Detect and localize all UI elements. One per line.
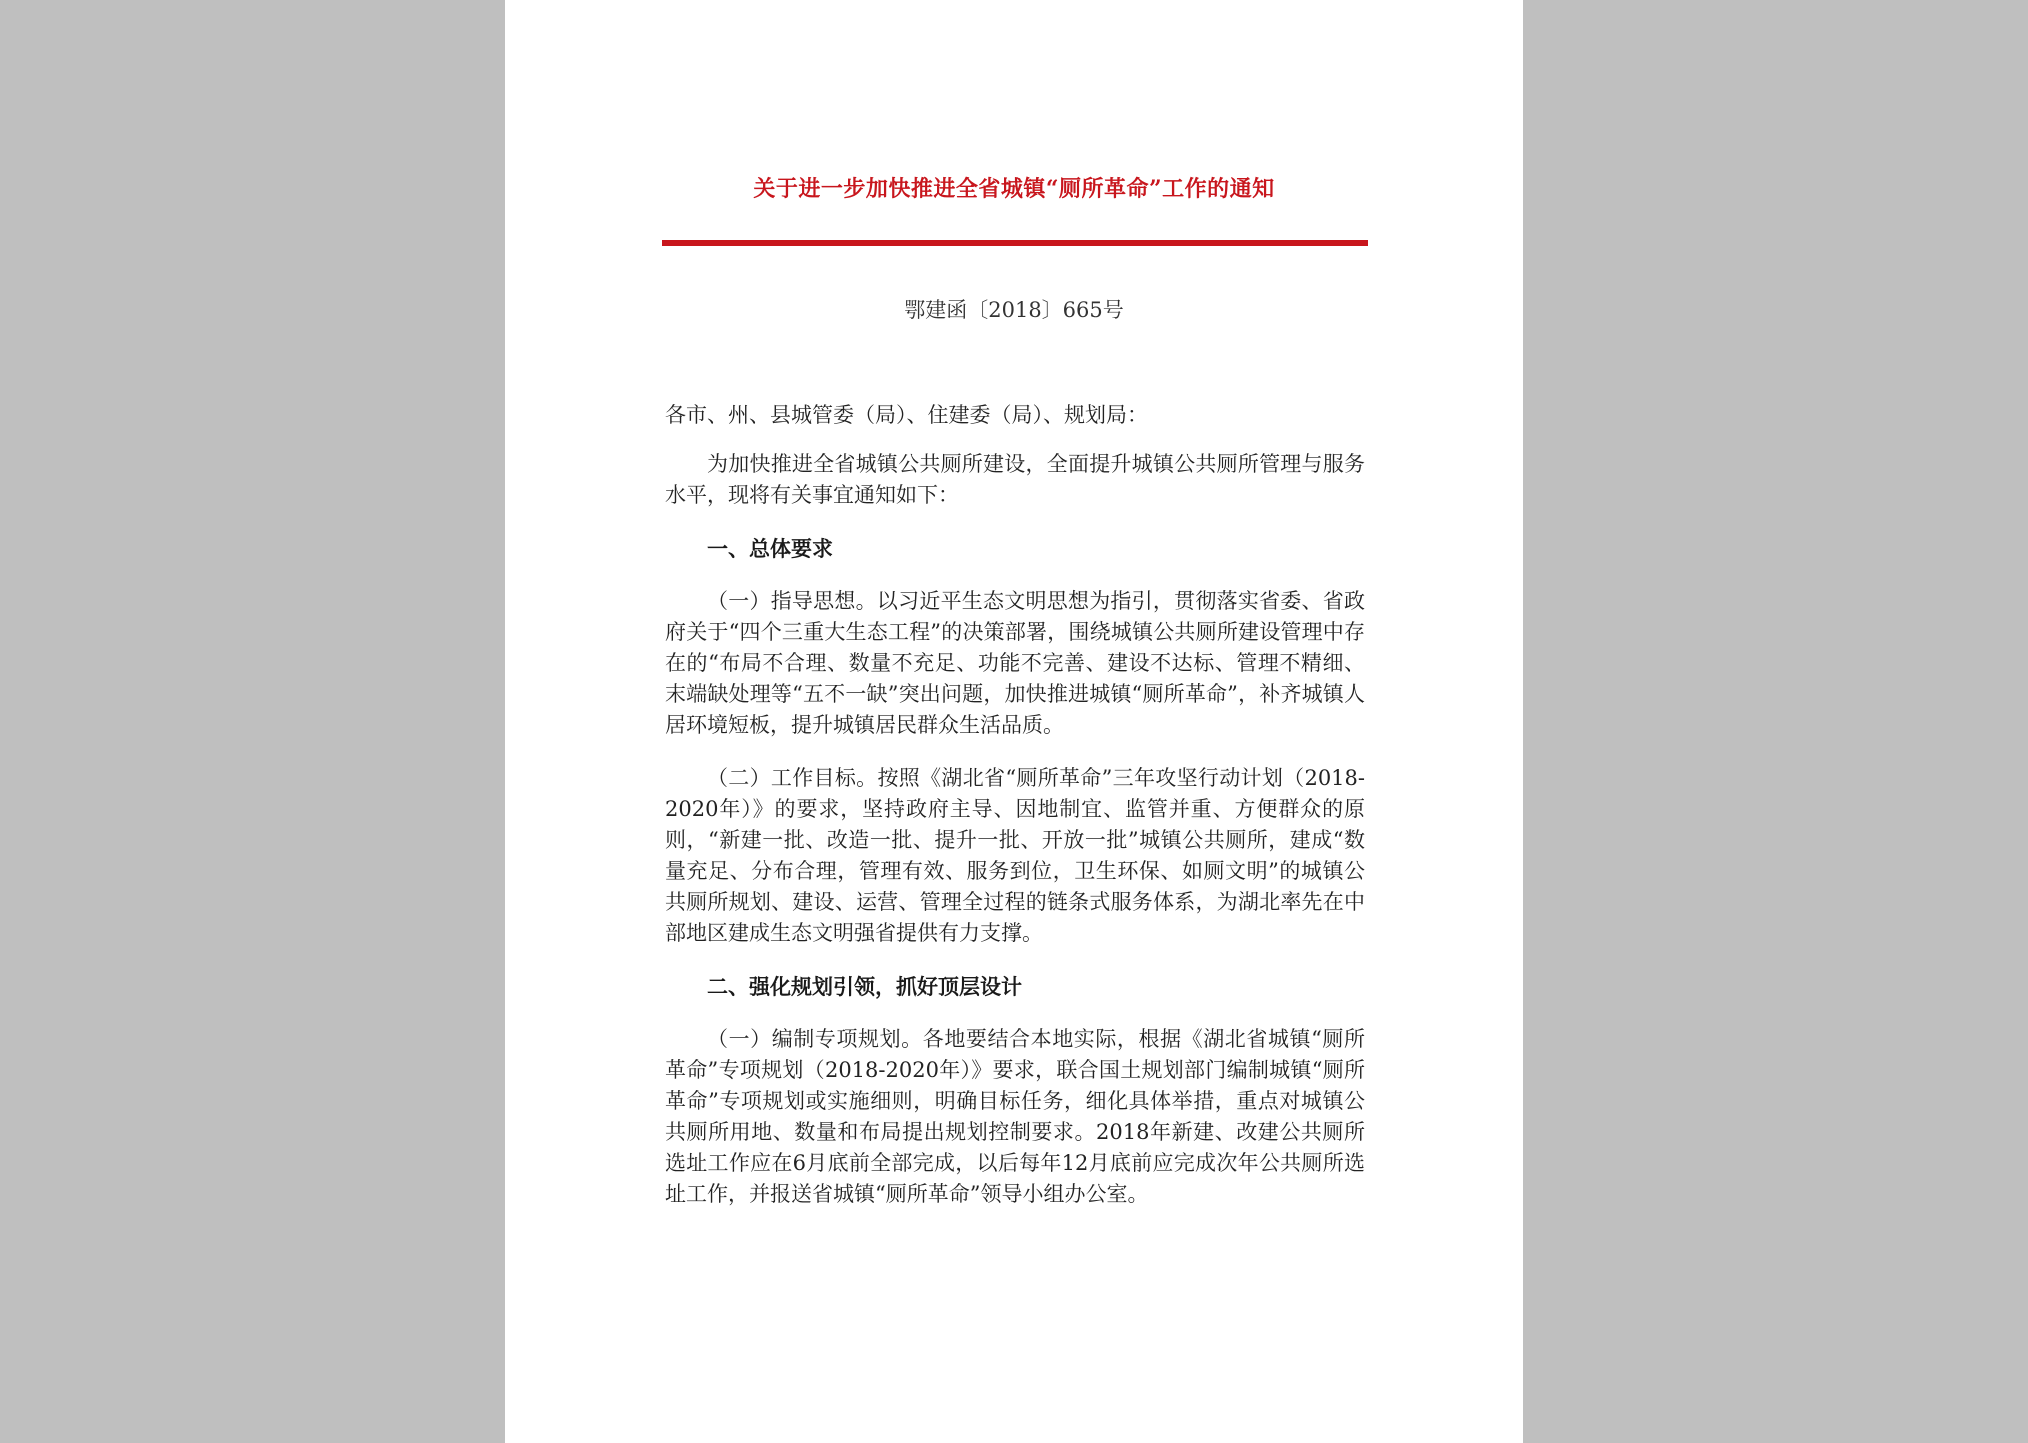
red-header-rule xyxy=(662,240,1368,246)
document-number: 鄂建函〔2018〕665号 xyxy=(904,298,1124,322)
section-1-paragraph-1: （一）指导思想。以习近平生态文明思想为指引，贯彻落实省委、省政府关于“四个三重大生态工程”的决策部署，围绕城镇公共厕所建设管理中存在的“布局不合理、数量不充足、功能不完善、建设不达标、管理不精细、末端缺处理等“五不一缺”突出问题，加快推进城镇“厕所革命”，补齐城镇人居环境短板，提升城镇居民群众生活品质。 xyxy=(665,589,1365,737)
intro-paragraph: 为加快推进全省城镇公共厕所建设，全面提升城镇公共厕所管理与服务水平，现将有关事宜通知如下： xyxy=(665,452,1365,507)
section-1-paragraph-2: （二）工作目标。按照《湖北省“厕所革命”三年攻坚行动计划（2018-2020年）》的要求，坚持政府主导、因地制宜、监管并重、方便群众的原则，“新建一批、改造一批、提升一批、开放一批”城镇公共厕所，建成“数量充足、分布合理，管理有效、服务到位，卫生环保、如厕文明”的城镇公共厕所规划、建设、运营、管理全过程的链条式服务体系，为湖北率先在中部地区建成生态文明强省提供有力支撑。 xyxy=(665,766,1365,945)
document-title: 关于进一步加快推进全省城镇“厕所革命”工作的通知 xyxy=(753,176,1275,202)
section-2-heading: 二、强化规划引领，抓好顶层设计 xyxy=(707,974,1022,999)
section-1-heading: 一、总体要求 xyxy=(707,536,833,561)
section-2-paragraph-1: （一）编制专项规划。各地要结合本地实际，根据《湖北省城镇“厕所革命”专项规划（2018-2020年）》要求，联合国土规划部门编制城镇“厕所革命”专项规划或实施细则，明确目标任务，细化具体举措，重点对城镇公共厕所用地、数量和布局提出规划控制要求。2018年新建、改建公共厕所选址工作应在6月底前全部完成，以后每年12月底前应完成次年公共厕所选址工作，并报送省城镇“厕所革命”领导小组办公室。 xyxy=(665,1027,1365,1206)
salutation: 各市、州、县城管委（局）、住建委（局）、规划局： xyxy=(665,403,1148,427)
document-body xyxy=(665,400,1365,1232)
document-page xyxy=(505,0,1523,1443)
